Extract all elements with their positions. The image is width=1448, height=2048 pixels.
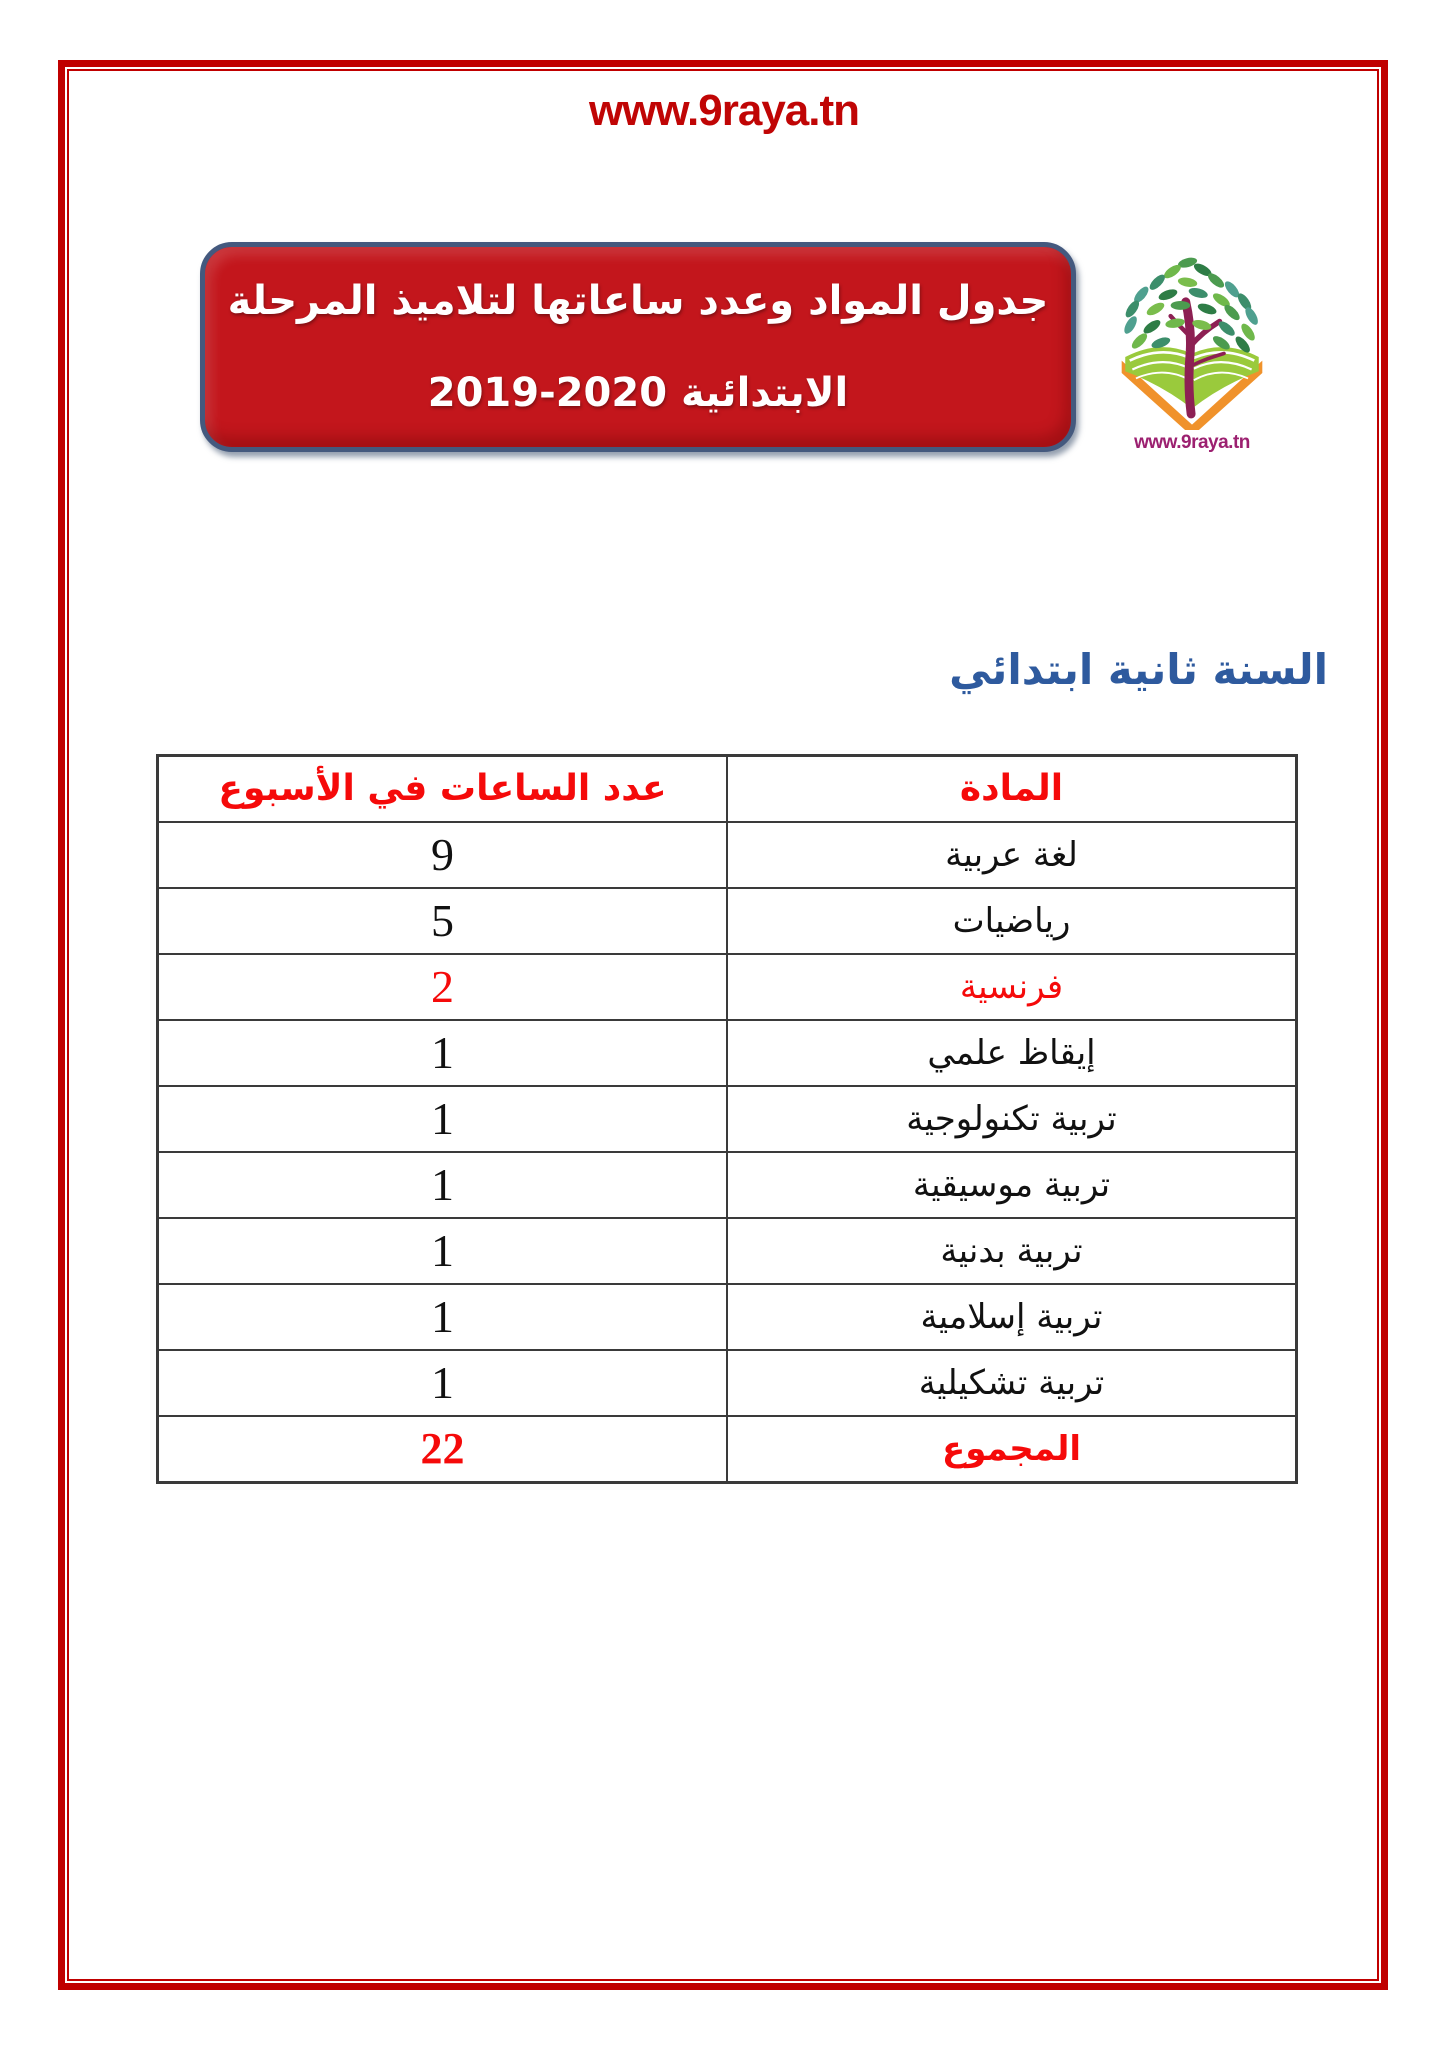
hours-cell: 1 [158, 1020, 728, 1086]
table-row [158, 1152, 1297, 1218]
tree-book-icon [1112, 252, 1272, 430]
total-label-cell: المجموع [727, 1416, 1297, 1483]
table-header-row [158, 756, 1297, 823]
logo-caption: www.9raya.tn [1134, 432, 1250, 453]
banner-title-line1: جدول المواد وعدد ساعاتها لتلاميذ المرحلة [227, 278, 1049, 324]
hours-cell: 1 [158, 1152, 728, 1218]
hours-cell: 1 [158, 1086, 728, 1152]
subject-cell: تربية تكنولوجية [727, 1086, 1297, 1152]
subject-cell: إيقاظ علمي [727, 1020, 1297, 1086]
hours-cell: 5 [158, 888, 728, 954]
table-row [158, 1086, 1297, 1152]
grade-heading: السنة ثانية ابتدائي [949, 645, 1328, 694]
subject-cell: تربية موسيقية [727, 1152, 1297, 1218]
subject-cell: فرنسية [727, 954, 1297, 1020]
table-row [158, 1350, 1297, 1416]
hours-cell: 1 [158, 1284, 728, 1350]
hours-cell: 1 [158, 1218, 728, 1284]
banner-title-line2: الابتدائية 2020-2019 [427, 370, 849, 416]
hours-cell: 9 [158, 822, 728, 888]
table-row [158, 888, 1297, 954]
subject-cell: تربية بدنية [727, 1218, 1297, 1284]
hours-cell: 2 [158, 954, 728, 1020]
table-row [158, 1284, 1297, 1350]
site-url-header: www.9raya.tn [588, 86, 860, 135]
table-row [158, 822, 1297, 888]
subjects-table [156, 754, 1298, 1484]
title-banner [200, 242, 1076, 452]
subject-cell: تربية إسلامية [727, 1284, 1297, 1350]
subject-cell: رياضيات [727, 888, 1297, 954]
subject-cell: لغة عربية [727, 822, 1297, 888]
table-total-row [158, 1416, 1297, 1483]
hours-cell: 1 [158, 1350, 728, 1416]
header-hours: عدد الساعات في الأسبوع [158, 756, 728, 823]
header-subject: المادة [727, 756, 1297, 823]
table-row-highlighted [158, 954, 1297, 1020]
table-row [158, 1218, 1297, 1284]
site-logo [1112, 252, 1272, 454]
table-row [158, 1020, 1297, 1086]
total-hours-cell: 22 [158, 1416, 728, 1483]
subject-cell: تربية تشكيلية [727, 1350, 1297, 1416]
